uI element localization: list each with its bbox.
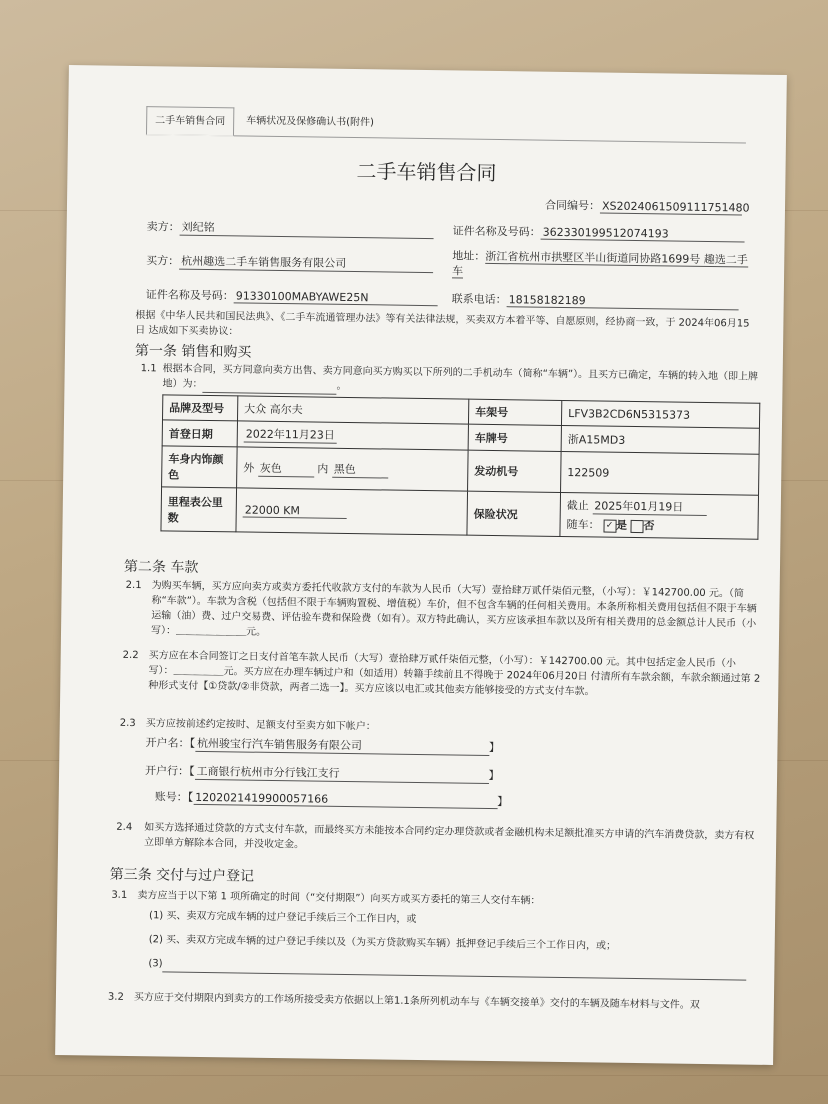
contract-number-value: XS2024061509111751480 — [600, 199, 742, 215]
brand-label: 品牌及型号 — [163, 395, 238, 421]
delivery-option-1: (1) 买、卖双方完成车辆的过户登记手续后三个工作日内，或 — [148, 910, 417, 925]
seller-label: 卖方： — [146, 220, 180, 234]
clause-1-1-end: 。 — [336, 380, 347, 392]
buyer-id-label: 证件名称及号码： — [145, 288, 234, 303]
reg-date-label: 首登日期 — [162, 420, 237, 447]
buyer-address-label: 地址： — [452, 249, 486, 263]
article2-title: 第二条 车款 — [123, 558, 199, 576]
clause-2-4: 如买方选择通过贷款的方式支付车款，而最终买方未能按本合同约定办理贷款或者金融机构未足额批准买方申请的汽车消费贷款，卖方有权立即单方解除本合同，并没收定金。 — [144, 822, 755, 851]
tab-condition-warranty[interactable]: 车辆状况及保修确认书(附件) — [246, 115, 375, 129]
insurance-until: 2025年01月19日 — [592, 497, 706, 516]
buyer-address-row — [452, 248, 752, 282]
clause-2-3: 买方应按前述约定按时、足额支付至卖方如下帐户： — [145, 718, 376, 733]
clause-1-1-text: 根据本合同，买方同意向卖方出售、卖方同意向买方购买以下所列的二手机动车（简称“车辆”）。且买方已确定，车辆的转入地（即上牌地）为： — [162, 363, 759, 390]
tab-sales-contract[interactable]: 二手车销售合同 — [146, 106, 234, 136]
vehicle-info-table — [160, 394, 760, 539]
document-title: 二手车销售合同 — [356, 159, 497, 186]
article3-title: 第三条 交付与过户登记 — [109, 866, 255, 885]
insurance-label: 保险状况 — [467, 491, 561, 536]
contract-document — [55, 65, 787, 1065]
insurance-value: 截止 2025年01月19日 随车： ✓ 是 否 — [560, 492, 759, 539]
delivery-option-3: (3) — [148, 956, 746, 980]
mileage-value: 22000 KM — [243, 503, 347, 518]
buyer-row — [146, 252, 433, 273]
clause-2-3-num: 2.3 — [119, 717, 136, 730]
buyer-name: 杭州趣选二手车销售服务有限公司 — [179, 253, 433, 274]
vin-label: 车架号 — [468, 399, 561, 425]
delivery-option-2: (2) 买、卖双方完成车辆的过户登记手续以及（为买方贷款购买车辆）抵押登记手续后三个工作日内，或； — [148, 934, 617, 952]
article1-title: 第一条 销售和购买 — [134, 342, 252, 361]
account-name: 杭州骏宝行汽车销售服务有限公司 — [195, 735, 489, 756]
exterior-color: 灰色 — [258, 459, 314, 477]
clause-2-1-num: 2.1 — [125, 579, 142, 592]
clause-2-2: 买方应在本合同签订之日支付首笔车款人民币（大写）壹拾肆万贰仟柒佰元整，（小写）：￥142700.00 元。其中包括定金人民币（小写）：＿＿＿＿＿元。买方应在办理车辆过户和（如适用）转籍手续前且不得晚于 2024年06月20日 付清所有车款余额，车款余额通过第 2 种形式支付【①贷款/②非贷款，两者二选一】。买方应该以电汇或其他卖方能够接受的方式支付车款。 — [148, 650, 761, 698]
color-values: 外 灰色 内 黑色 — [237, 447, 469, 491]
seller-id-value: 362330199512074193 — [541, 226, 745, 243]
seller-row — [147, 218, 434, 239]
clause-3-2-num: 3.2 — [107, 991, 124, 1003]
buyer-label: 买方： — [146, 254, 180, 268]
engine-label: 发动机号 — [468, 450, 562, 492]
buyer-id-value: 91330100MABYAWE25N — [234, 289, 438, 306]
seller-id-label: 证件名称及号码： — [452, 224, 541, 239]
reg-date-value: 2022年11月23日 — [244, 426, 337, 444]
clause-1-1-num: 1.1 — [140, 363, 157, 375]
clause-2-4-num: 2.4 — [116, 821, 133, 833]
bank-name: 工商银行杭州市分行钱江支行 — [194, 763, 488, 784]
account-number-row: 账号：【 1202021419900057166 】 — [154, 790, 509, 809]
seller-id-row — [453, 222, 745, 242]
clause-3-2: 买方应于交付期限内到卖方的工作场所接受卖方依据以上第1.1条所列机动车与《车辆交接单》交付的车辆及随车材料与文件。双 — [133, 992, 700, 1011]
clause-3-1-num: 3.1 — [111, 889, 128, 901]
interior-color: 黑色 — [332, 460, 388, 478]
buyer-address-value: 浙江省杭州市拱墅区半山街道同协路1699号 趣选二手车 — [452, 249, 748, 278]
clause-2-1: 为购买车辆，买方应向卖方或卖方委托代收款方支付的车款为人民币（大写）壹拾肆万贰仟柒佰元整，（小写）：￥142700.00 元。（简称“车款”）。车款为含税（包括但不限于车辆购置税、增值税）车价，但不包含车辆的任何相关费用。本条所称相关费用包括但不限于车辆运输（油）费、过户交易费、评估验车费和保险费（如有）。双方特此确认，买方应该承担车款以及所有相关费用的总金额总计人民币（小写）：＿＿＿＿＿＿＿元。 — [150, 580, 757, 638]
contract-number-label: 合同编号： — [544, 198, 601, 213]
mileage-label: 里程表公里数 — [161, 487, 237, 532]
clause-2-2-num: 2.2 — [122, 649, 139, 662]
buyer-id-row — [146, 286, 438, 306]
yes-checkbox[interactable]: ✓ — [603, 519, 616, 532]
plate-label: 车牌号 — [468, 424, 561, 451]
account-number: 1202021419900057166 — [193, 791, 497, 809]
no-checkbox[interactable] — [630, 519, 643, 532]
engine-value: 122509 — [561, 451, 760, 495]
buyer-phone-row — [452, 290, 739, 310]
buyer-phone-label: 联系电话： — [451, 292, 507, 307]
contract-number — [544, 197, 750, 216]
account-name-row: 开户名：【 杭州骏宝行汽车销售服务有限公司 】 — [145, 736, 501, 755]
color-label: 车身内饰颜色 — [162, 446, 238, 488]
clause-3-1: 卖方应当于以下第 1 项所确定的时间（“交付期限”）向买方或买方委托的第三人交付车辆： — [137, 890, 541, 907]
seller-name: 刘纪铭 — [180, 219, 434, 240]
plate-value: 浙A15MD3 — [561, 425, 759, 454]
buyer-phone-value: 18158182189 — [507, 293, 739, 310]
preamble: 根据《中华人民共和国民法典》、《二手车流通管理办法》等有关法律法规，买卖双方本着平等、自愿原则，经协商一致，于 2024年06月15日 达成如下买卖协议： — [135, 309, 750, 338]
bank-row: 开户行：【 工商银行杭州市分行钱江支行 】 — [145, 764, 500, 783]
brand-value: 大众 高尔夫 — [237, 396, 468, 424]
document-tabs — [146, 106, 746, 143]
vin-value: LFV3B2CD6N5315373 — [561, 400, 759, 428]
